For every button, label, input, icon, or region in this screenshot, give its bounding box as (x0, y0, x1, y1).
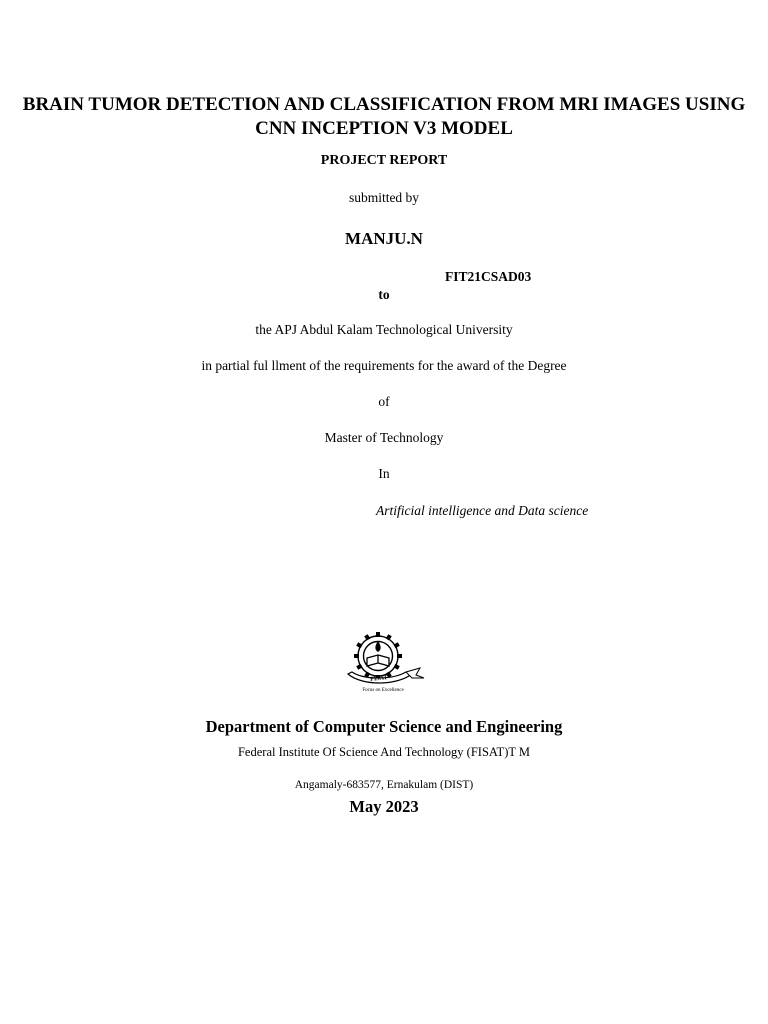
department-name: Department of Computer Science and Engineering (205, 717, 563, 736)
of-label: of (378, 394, 390, 409)
institute-address: Angamaly-683577, Ernakulam (DIST) (294, 779, 474, 791)
specialization-name: Artificial intelligence and Data science (376, 503, 589, 518)
to-label: to (378, 287, 390, 302)
submitted-by-label: submitted by (348, 190, 420, 205)
register-number: FIT21CSAD03 (445, 269, 532, 284)
report-date: May 2023 (349, 797, 419, 816)
report-title: BRAIN TUMOR DETECTION AND CLASSIFICATION FROM MRI IMAGES USING CNN INCEPTION V3 MODEL (22, 94, 746, 139)
requirement-statement: in partial ful llment of the requirements for the award of the Degree (201, 358, 567, 373)
degree-name: Master of Technology (324, 430, 444, 445)
in-label: In (378, 466, 390, 481)
logo-motto: Focus on Excellence (362, 688, 404, 693)
institute-name: Federal Institute Of Science And Technology (FISAT)T M (237, 745, 531, 759)
fisat-emblem-icon (340, 628, 426, 694)
book-icon (367, 655, 389, 666)
report-subtitle: PROJECT REPORT (320, 153, 448, 168)
logo-banner-text: FISAT (370, 675, 388, 683)
author-name: MANJU.N (345, 229, 423, 248)
flame-icon (375, 641, 380, 652)
university-name: the APJ Abdul Kalam Technological University (255, 322, 513, 337)
